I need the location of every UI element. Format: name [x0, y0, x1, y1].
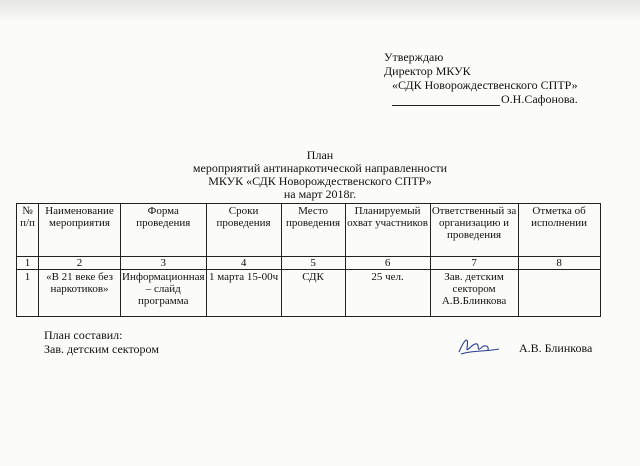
number-cell: 8 [518, 257, 600, 270]
number-cell: 3 [121, 257, 207, 270]
header-cell: Отметка об исполнении [518, 204, 600, 257]
approval-line-3: «СДК Новорождественского СПТР» [392, 78, 578, 92]
title-line-4: на март 2018г. [283, 187, 357, 201]
approval-block [384, 50, 578, 106]
footer-line-1: План составил: [44, 328, 123, 342]
handwritten-signature [455, 334, 505, 358]
number-cell: 6 [345, 257, 430, 270]
title-line-2: мероприятий антинаркотической направленности [192, 161, 448, 175]
approval-line-2: Директор МКУК [384, 64, 471, 78]
table-cell: 1 марта 15-00ч [206, 270, 281, 317]
scan-shadow [0, 0, 640, 22]
approval-line-1: Утверждаю [384, 50, 444, 64]
table-cell: Информационная – слайд программа [121, 270, 207, 317]
number-cell: 4 [206, 257, 281, 270]
table-row [17, 270, 601, 317]
header-cell: Место проведения [281, 204, 345, 257]
header-cell: Планируемый охват участников [345, 204, 430, 257]
number-cell: 7 [430, 257, 518, 270]
number-cell: 5 [281, 257, 345, 270]
title-line-3: МКУК «СДК Новорождественского СПТР» [208, 174, 432, 188]
footer-block [44, 328, 159, 356]
table-cell [518, 270, 600, 317]
document-title [160, 149, 480, 201]
approval-signature-line [384, 92, 578, 106]
header-cell: № п/п [17, 204, 39, 257]
number-cell: 1 [17, 257, 39, 270]
table-cell: СДК [281, 270, 345, 317]
table-cell: 1 [17, 270, 39, 317]
table-number-row [17, 257, 601, 270]
header-cell: Форма проведения [121, 204, 207, 257]
plan-table [16, 203, 601, 317]
table-header-row [17, 204, 601, 257]
table-cell: Зав. детским сектором А.В.Блинкова [430, 270, 518, 317]
title-line-1: План [306, 148, 334, 162]
footer-name: А.В. Блинкова [519, 341, 593, 355]
footer-line-2: Зав. детским сектором [44, 342, 159, 356]
header-cell: Сроки проведения [206, 204, 281, 257]
header-cell: Наименование мероприятия [39, 204, 121, 257]
approval-signer: О.Н.Сафонова. [501, 92, 578, 106]
header-cell: Ответственный за организацию и проведения [430, 204, 518, 257]
table-cell: «В 21 веке без наркотиков» [39, 270, 121, 317]
number-cell: 2 [39, 257, 121, 270]
signature-underline [392, 94, 500, 106]
table-cell: 25 чел. [345, 270, 430, 317]
